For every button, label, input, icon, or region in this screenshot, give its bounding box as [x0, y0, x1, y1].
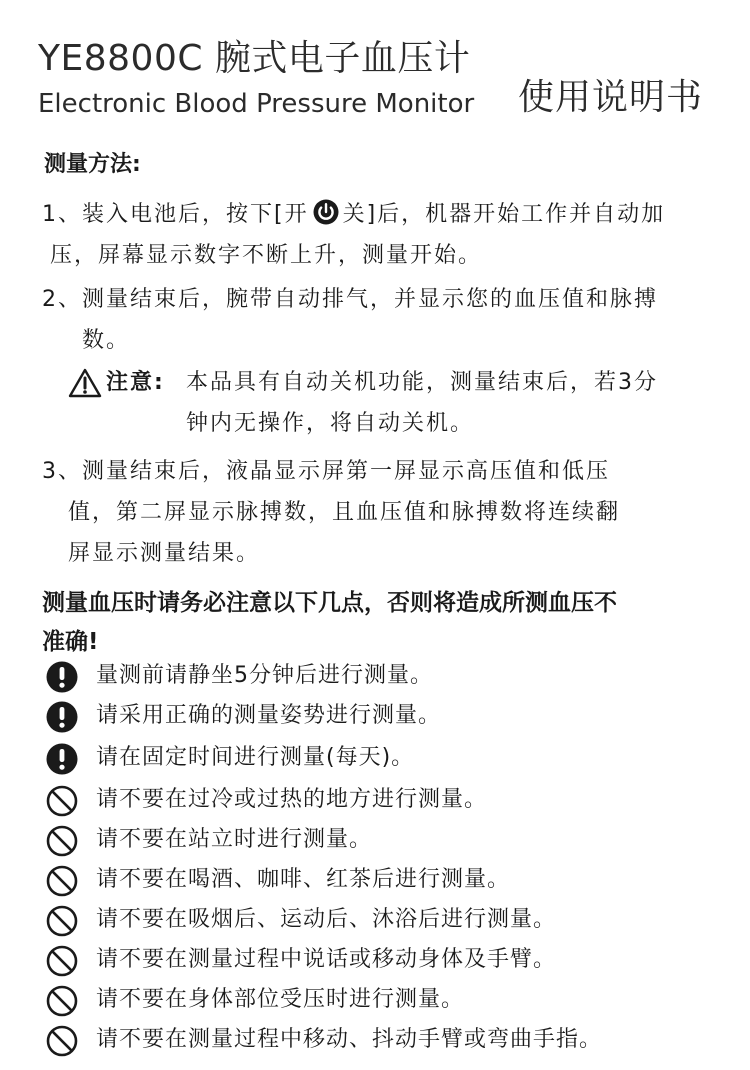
- step-3-line-2: 值，第二屏显示脉搏数，且血压值和脉搏数将连续翻: [68, 500, 621, 525]
- exclamation-icon: [46, 661, 78, 693]
- prohibited-icon: [46, 985, 78, 1017]
- prohibited-icon: [46, 905, 78, 937]
- step-1-line-2: 压，屏幕显示数字不断上升，测量开始。: [50, 243, 483, 268]
- step-1-number: 1、: [42, 202, 82, 227]
- rule-text: 请不要在喝酒、咖啡、红茶后进行测量。: [96, 867, 511, 892]
- power-icon: [313, 199, 339, 225]
- step-3-number: 3、: [42, 459, 82, 484]
- warning-heading-line-2: 准确!: [42, 629, 99, 655]
- rule-text: 请在固定时间进行测量(每天)。: [96, 745, 415, 770]
- rule-text: 请不要在身体部位受压时进行测量。: [96, 987, 465, 1012]
- step-2-text: 测量结束后，腕带自动排气，并显示您的血压值和脉搏: [82, 287, 659, 312]
- rule-text: 请不要在测量过程中移动、抖动手臂或弯曲手指。: [96, 1027, 603, 1052]
- rule-text: 量测前请静坐5分钟后进行测量。: [96, 663, 433, 688]
- warning-heading-line-1: 测量血压时请务必注意以下几点，否则将造成所测血压不: [42, 590, 617, 616]
- exclamation-icon: [46, 701, 78, 733]
- note-line-1: 本品具有自动关机功能，测量结束后，若3分: [186, 370, 658, 395]
- prohibited-icon: [46, 1025, 78, 1057]
- prohibited-icon: [46, 865, 78, 897]
- prohibited-icon: [46, 785, 78, 817]
- step-1-text-before-icon: 装入电池后，按下[开: [82, 202, 309, 227]
- rule-text: 请不要在站立时进行测量。: [96, 827, 373, 852]
- step-2-line-2: 数。: [82, 328, 131, 353]
- prohibited-icon: [46, 945, 78, 977]
- step-2-number: 2、: [42, 287, 82, 312]
- rule-text: 请不要在过冷或过热的地方进行测量。: [96, 787, 488, 812]
- manual-label: 使用说明书: [518, 77, 704, 118]
- step-3-line-3: 屏显示测量结果。: [68, 541, 261, 566]
- note-label: 注意:: [106, 370, 165, 395]
- step-3-line-1: [42, 451, 610, 492]
- step-2-line-1: [42, 279, 658, 320]
- step-3-text: 测量结束后，液晶显示屏第一屏显示高压值和低压: [82, 459, 611, 484]
- exclamation-icon: [46, 743, 78, 775]
- rule-text: 请不要在测量过程中说话或移动身体及手臂。: [96, 947, 557, 972]
- rule-text: 请不要在吸烟后、运动后、沐浴后进行测量。: [96, 907, 557, 932]
- model-title: YE8800C 腕式电子血压计: [38, 38, 471, 79]
- prohibited-icon: [46, 825, 78, 857]
- warning-triangle-icon: [68, 368, 102, 398]
- rule-text: 请采用正确的测量姿势进行测量。: [96, 703, 442, 728]
- step-1-line-1: [42, 194, 665, 235]
- english-title: Electronic Blood Pressure Monitor: [38, 89, 475, 119]
- step-1-text-after-icon: 关]后，机器开始工作并自动加: [342, 202, 666, 227]
- method-heading: 测量方法:: [44, 152, 141, 177]
- note-line-2: 钟内无操作，将自动关机。: [186, 411, 475, 436]
